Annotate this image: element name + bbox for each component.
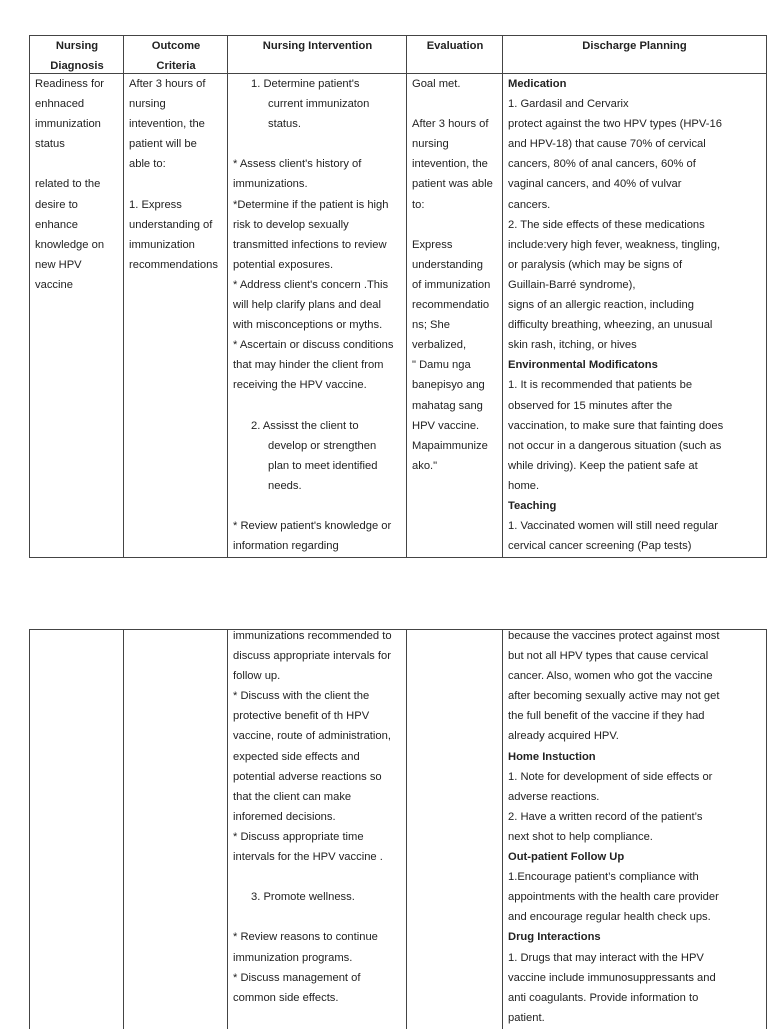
text-line: nursing <box>129 98 166 111</box>
text-line: enhnaced <box>35 98 85 111</box>
header-line: Discharge Planning <box>582 40 687 52</box>
text-line: immunizations recommended to <box>233 630 392 642</box>
text-line: immunizations. <box>233 178 308 191</box>
text-line: home. <box>508 479 540 492</box>
text-line: * Discuss with the client the <box>233 690 370 703</box>
text-line: * Address client's concern .This <box>233 278 389 291</box>
column-nursing-intervention <box>227 36 407 557</box>
text-line: next shot to help compliance. <box>508 830 653 843</box>
text-line <box>233 396 404 416</box>
column-nursing-diagnosis <box>30 36 124 557</box>
outcome-text <box>129 74 225 275</box>
text-line: intevention, the <box>412 158 488 171</box>
text-line: vaginal cancers, and 40% of vulvar <box>508 178 682 191</box>
column-evaluation <box>406 36 503 557</box>
text-line: current immunizaton <box>268 98 370 111</box>
text-line: ns; She <box>412 319 450 332</box>
text-line: Express <box>412 238 453 251</box>
text-line: nursing <box>412 138 449 151</box>
header-line: Nursing <box>55 40 99 52</box>
header-nursing-intervention <box>228 36 407 56</box>
text-line <box>129 174 225 194</box>
text-line <box>412 215 500 235</box>
text-line: risk to develop sexually <box>233 218 349 231</box>
section-heading: Teaching <box>508 499 557 512</box>
header-line: Outcome <box>151 40 201 52</box>
text-line: 1. It is recommended that patients be <box>508 379 693 392</box>
header-discharge-planning <box>503 36 766 56</box>
column-discharge-planning <box>502 36 766 557</box>
text-line: expected side effects and <box>233 750 360 763</box>
text-line: after becoming sexually active may not get <box>508 690 720 703</box>
text-line: 1. Gardasil and Cervarix <box>508 98 629 111</box>
text-line: receiving the HPV vaccine. <box>233 379 367 392</box>
text-line: HPV vaccine. <box>412 419 480 432</box>
header-divider <box>30 73 766 74</box>
text-line: the full benefit of the vaccine if they had <box>508 710 705 723</box>
section-heading: Drug Interactions <box>508 931 601 944</box>
text-line: status. <box>268 118 301 131</box>
text-line: to: <box>412 198 425 211</box>
header-evaluation <box>407 36 503 56</box>
text-line: plan to meet identified <box>268 459 378 472</box>
text-line <box>233 496 404 516</box>
text-line <box>35 154 121 174</box>
text-line <box>233 134 404 154</box>
header-line: Criteria <box>156 60 196 73</box>
intervention-continued-text <box>233 629 404 1008</box>
text-line: transmitted infections to review <box>233 238 387 251</box>
text-line: 1. Note for development of side effects or <box>508 770 713 783</box>
text-line: observed for 15 minutes after the <box>508 399 673 412</box>
text-line: cervical cancer screening (Pap tests) <box>508 540 692 553</box>
text-line: protect against the two HPV types (HPV-16 <box>508 118 722 131</box>
section-heading: Medication <box>508 78 567 90</box>
text-line: * Ascertain or discuss conditions <box>233 339 394 352</box>
text-line: Goal met. <box>412 78 461 90</box>
text-line: follow up. <box>233 670 281 683</box>
text-line: needs. <box>268 479 302 492</box>
text-line: recommendations <box>129 258 218 271</box>
text-line: and encourage regular health check ups. <box>508 911 711 924</box>
text-line: 1. Determine patient's <box>251 78 360 90</box>
text-line: not occur in a dangerous situation (such as <box>508 439 722 452</box>
column-outcome-criteria <box>123 36 228 557</box>
text-line: intervals for the HPV vaccine . <box>233 851 383 864</box>
column-nursing-diagnosis-continued <box>30 630 124 1029</box>
text-line: of immunization <box>412 278 491 291</box>
text-line: Guillain-Barré syndrome), <box>508 278 636 291</box>
text-line: able to: <box>129 158 166 171</box>
text-line: or paralysis (which may be signs of <box>508 258 683 271</box>
text-line: understanding of <box>129 218 213 231</box>
text-line: inforemed decisions. <box>233 810 336 823</box>
text-line: mahatag sang <box>412 399 483 412</box>
text-line: because the vaccines protect against most <box>508 630 720 642</box>
text-line: and HPV-18) that cause 70% of cervical <box>508 138 706 151</box>
text-line: with misconceptions or myths. <box>233 319 383 332</box>
text-line: Mapaimmunize <box>412 439 488 452</box>
care-plan-table-page-2 <box>29 629 767 1029</box>
text-line: immunization <box>129 238 195 251</box>
section-heading: Home Instuction <box>508 750 596 763</box>
text-line: immunization <box>35 118 101 131</box>
header-line: Evaluation <box>426 40 484 52</box>
diagnosis-text <box>35 74 121 295</box>
text-line: desire to <box>35 198 78 211</box>
text-line: vaccine <box>35 278 73 291</box>
text-line: signs of an allergic reaction, including <box>508 299 694 312</box>
text-line: 1. Drugs that may interact with the HPV <box>508 951 704 964</box>
text-line: Readiness for <box>35 78 105 90</box>
text-line: 1.Encourage patient’s compliance with <box>508 871 699 884</box>
care-plan-table-page-1 <box>29 35 767 558</box>
text-line: * Discuss appropriate time <box>233 830 364 843</box>
text-line: related to the <box>35 178 101 191</box>
text-line: * Discuss management of <box>233 971 361 984</box>
discharge-text <box>508 74 763 556</box>
column-evaluation-continued <box>406 630 503 1029</box>
text-line: verbalized, <box>412 339 467 352</box>
intervention-text <box>233 74 404 556</box>
text-line: anti coagulants. Provide information to <box>508 991 699 1004</box>
text-line: status <box>35 138 65 151</box>
text-line: knowledge on <box>35 238 105 251</box>
text-line: but not all HPV types that cause cervical <box>508 650 709 663</box>
text-line: ako." <box>412 459 438 472</box>
text-line: cancer. Also, women who got the vaccine <box>508 670 713 683</box>
text-line: already acquired HPV. <box>508 730 619 743</box>
text-line: * Review patient's knowledge or <box>233 520 392 533</box>
text-line: skin rash, itching, or hives <box>508 339 637 352</box>
text-line: adverse reactions. <box>508 790 600 803</box>
text-line: information regarding <box>233 540 339 553</box>
text-line: potential exposures. <box>233 258 334 271</box>
text-line: * Review reasons to continue <box>233 931 378 944</box>
text-line: patient will be <box>129 138 197 151</box>
text-line: immunization programs. <box>233 951 353 964</box>
text-line: difficulty breathing, wheezing, an unusual <box>508 319 713 332</box>
column-discharge-planning-continued <box>502 630 766 1029</box>
column-outcome-criteria-continued <box>123 630 228 1029</box>
text-line: while driving). Keep the patient safe at <box>508 459 698 472</box>
text-line <box>412 94 500 114</box>
text-line: protective benefit of th HPV <box>233 710 370 723</box>
text-line: " Damu nga <box>412 359 471 372</box>
text-line: cancers. <box>508 198 551 211</box>
text-line: appointments with the health care provider <box>508 891 719 904</box>
text-line: 2. Assisst the client to <box>251 419 359 432</box>
text-line: 1. Express <box>129 198 182 211</box>
text-line: discuss appropriate intervals for <box>233 650 391 663</box>
text-line: enhance <box>35 218 78 231</box>
header-outcome-criteria <box>124 36 228 76</box>
text-line: will help clarify plans and deal <box>233 299 382 312</box>
text-line: After 3 hours of <box>412 118 489 131</box>
evaluation-text <box>412 74 500 476</box>
text-line: vaccine, route of administration, <box>233 730 391 743</box>
text-line: cancers, 80% of anal cancers, 60% of <box>508 158 696 171</box>
text-line <box>233 907 404 927</box>
text-line: understanding <box>412 258 483 271</box>
header-line: Diagnosis <box>50 60 104 73</box>
text-line: include:very high fever, weakness, tingling, <box>508 238 721 251</box>
text-line: banepisyo ang <box>412 379 485 392</box>
column-nursing-intervention-continued <box>227 630 407 1029</box>
text-line: vaccine include immunosuppressants and <box>508 971 716 984</box>
text-line: intevention, the <box>129 118 205 131</box>
header-nursing-diagnosis <box>30 36 124 76</box>
text-line: that may hinder the client from <box>233 359 384 372</box>
text-line: *Determine if the patient is high <box>233 198 389 211</box>
text-line: patient was able <box>412 178 493 191</box>
text-line: 3. Promote wellness. <box>251 891 355 904</box>
text-line: common side effects. <box>233 991 339 1004</box>
text-line <box>233 867 404 887</box>
section-heading: Environmental Modificatons <box>508 359 658 372</box>
section-heading: Out-patient Follow Up <box>508 851 625 864</box>
text-line: vaccination, to make sure that fainting does <box>508 419 724 432</box>
text-line: 2. Have a written record of the patient’s <box>508 810 703 823</box>
text-line: develop or strengthen <box>268 439 377 452</box>
text-line: potential adverse reactions so <box>233 770 382 783</box>
text-line: new HPV <box>35 258 82 271</box>
header-line: Nursing Intervention <box>262 40 373 52</box>
text-line: that the client can make <box>233 790 352 803</box>
text-line: recommendatio <box>412 299 490 312</box>
text-line: 2. The side effects of these medications <box>508 218 705 231</box>
text-line: After 3 hours of <box>129 78 206 90</box>
text-line: 1. Vaccinated women will still need regular <box>508 520 718 533</box>
text-line: * Assess client's history of <box>233 158 362 171</box>
discharge-continued-text <box>508 629 763 1028</box>
text-line: patient. <box>508 1011 545 1024</box>
